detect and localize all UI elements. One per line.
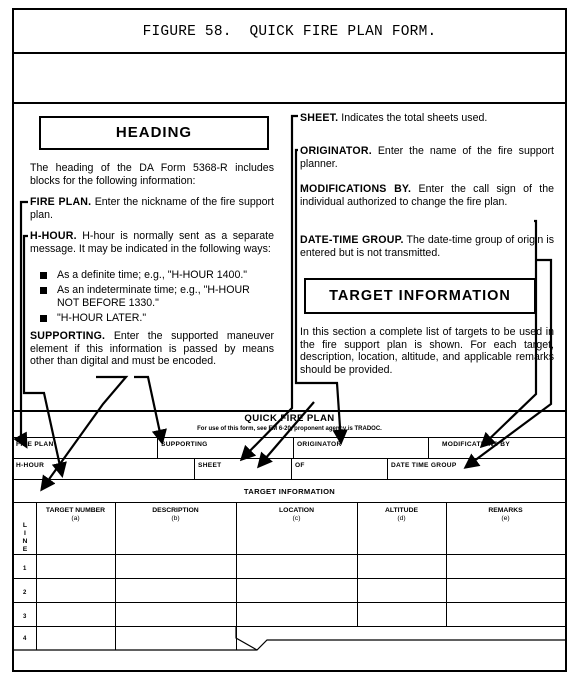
- target-number-column-header: TARGET NUMBER (a): [45, 507, 106, 522]
- supporting-term: SUPPORTING.: [30, 330, 106, 342]
- sheet-field[interactable]: SHEET: [198, 462, 222, 469]
- heading-intro: The heading of the DA Form 5368-R includes blocks for the following information:: [30, 162, 274, 187]
- row-number: 1: [23, 566, 27, 572]
- fire-plan-term: FIRE PLAN.: [30, 196, 92, 208]
- hhour-bullet-1: As a definite time; e.g., "H-HOUR 1400.": [40, 269, 274, 282]
- altitude-column-header: ALTITUDE (d): [384, 507, 419, 522]
- hhour-bullet-3: "H-HOUR LATER.": [40, 312, 274, 325]
- location-column-header: LOCATION (c): [279, 507, 314, 522]
- modifications-term: MODIFICATIONS BY.: [300, 183, 412, 195]
- line-column-header: L I N E: [22, 522, 28, 553]
- figure-title: FIGURE 58. QUICK FIRE PLAN FORM.: [14, 10, 565, 54]
- sheet-text: Indicates the total sheets used.: [341, 112, 488, 124]
- row-number: 4: [23, 636, 27, 642]
- description-column-header: DESCRIPTION (b): [152, 507, 199, 522]
- dtg-term: DATE-TIME GROUP.: [300, 234, 404, 246]
- heading-box-label: HEADING: [115, 124, 193, 141]
- sheet-term: SHEET.: [300, 112, 339, 124]
- originator-term: ORIGINATOR.: [300, 145, 372, 157]
- originator-field[interactable]: ORIGINATOR: [297, 441, 342, 448]
- target-information-header: TARGET INFORMATION: [243, 487, 336, 496]
- fire-plan-text: Enter the nickname of the fire support plan.: [30, 196, 274, 221]
- hhour-text: H-hour is normally sent as a separate message. It may be indicated in the following ways:: [30, 230, 274, 255]
- originator-text: Enter the name of the fire support planner.: [300, 145, 554, 170]
- target-information-box-label: TARGET INFORMATION: [329, 288, 511, 304]
- hhour-term: H-HOUR.: [30, 230, 77, 242]
- dtg-text: The date-time group of origin is entered but is not transmitted.: [300, 234, 554, 259]
- hhour-bullet-2: As an indeterminate time; e.g., "H-HOUR NOT BEFORE 1330.": [40, 284, 274, 309]
- remarks-column-header: REMARKS (e): [488, 507, 523, 522]
- supporting-field[interactable]: SUPPORTING: [161, 441, 208, 448]
- date-time-group-field[interactable]: DATE TIME GROUP: [391, 462, 457, 469]
- of-field[interactable]: OF: [295, 462, 305, 469]
- row-number: 3: [23, 614, 27, 620]
- modifications-by-field[interactable]: MODIFICATIONS BY: [442, 441, 511, 448]
- fire-plan-field[interactable]: FIRE PLAN: [16, 441, 54, 448]
- target-information-paragraph: In this section a complete list of targets to be used in the fire support plan is shown. For each target, description, location, altitude, and applicable remarks should be provided.: [300, 326, 554, 376]
- modifications-text: Enter the call sign of the individual authorized to change the fire plan.: [300, 183, 555, 208]
- form-title: QUICK FIRE PLAN: [244, 413, 335, 424]
- h-hour-field[interactable]: H-HOUR: [16, 462, 45, 469]
- callout-arrows: [14, 10, 565, 674]
- row-number: 2: [23, 590, 27, 596]
- form-subtitle: For use of this form, see FM 6-20, proponent agency is TRADOC.: [197, 426, 382, 432]
- supporting-text: Enter the supported maneuver element if this information is passed by means other than digital and must be encoded.: [30, 330, 274, 368]
- figure-frame: [12, 8, 567, 672]
